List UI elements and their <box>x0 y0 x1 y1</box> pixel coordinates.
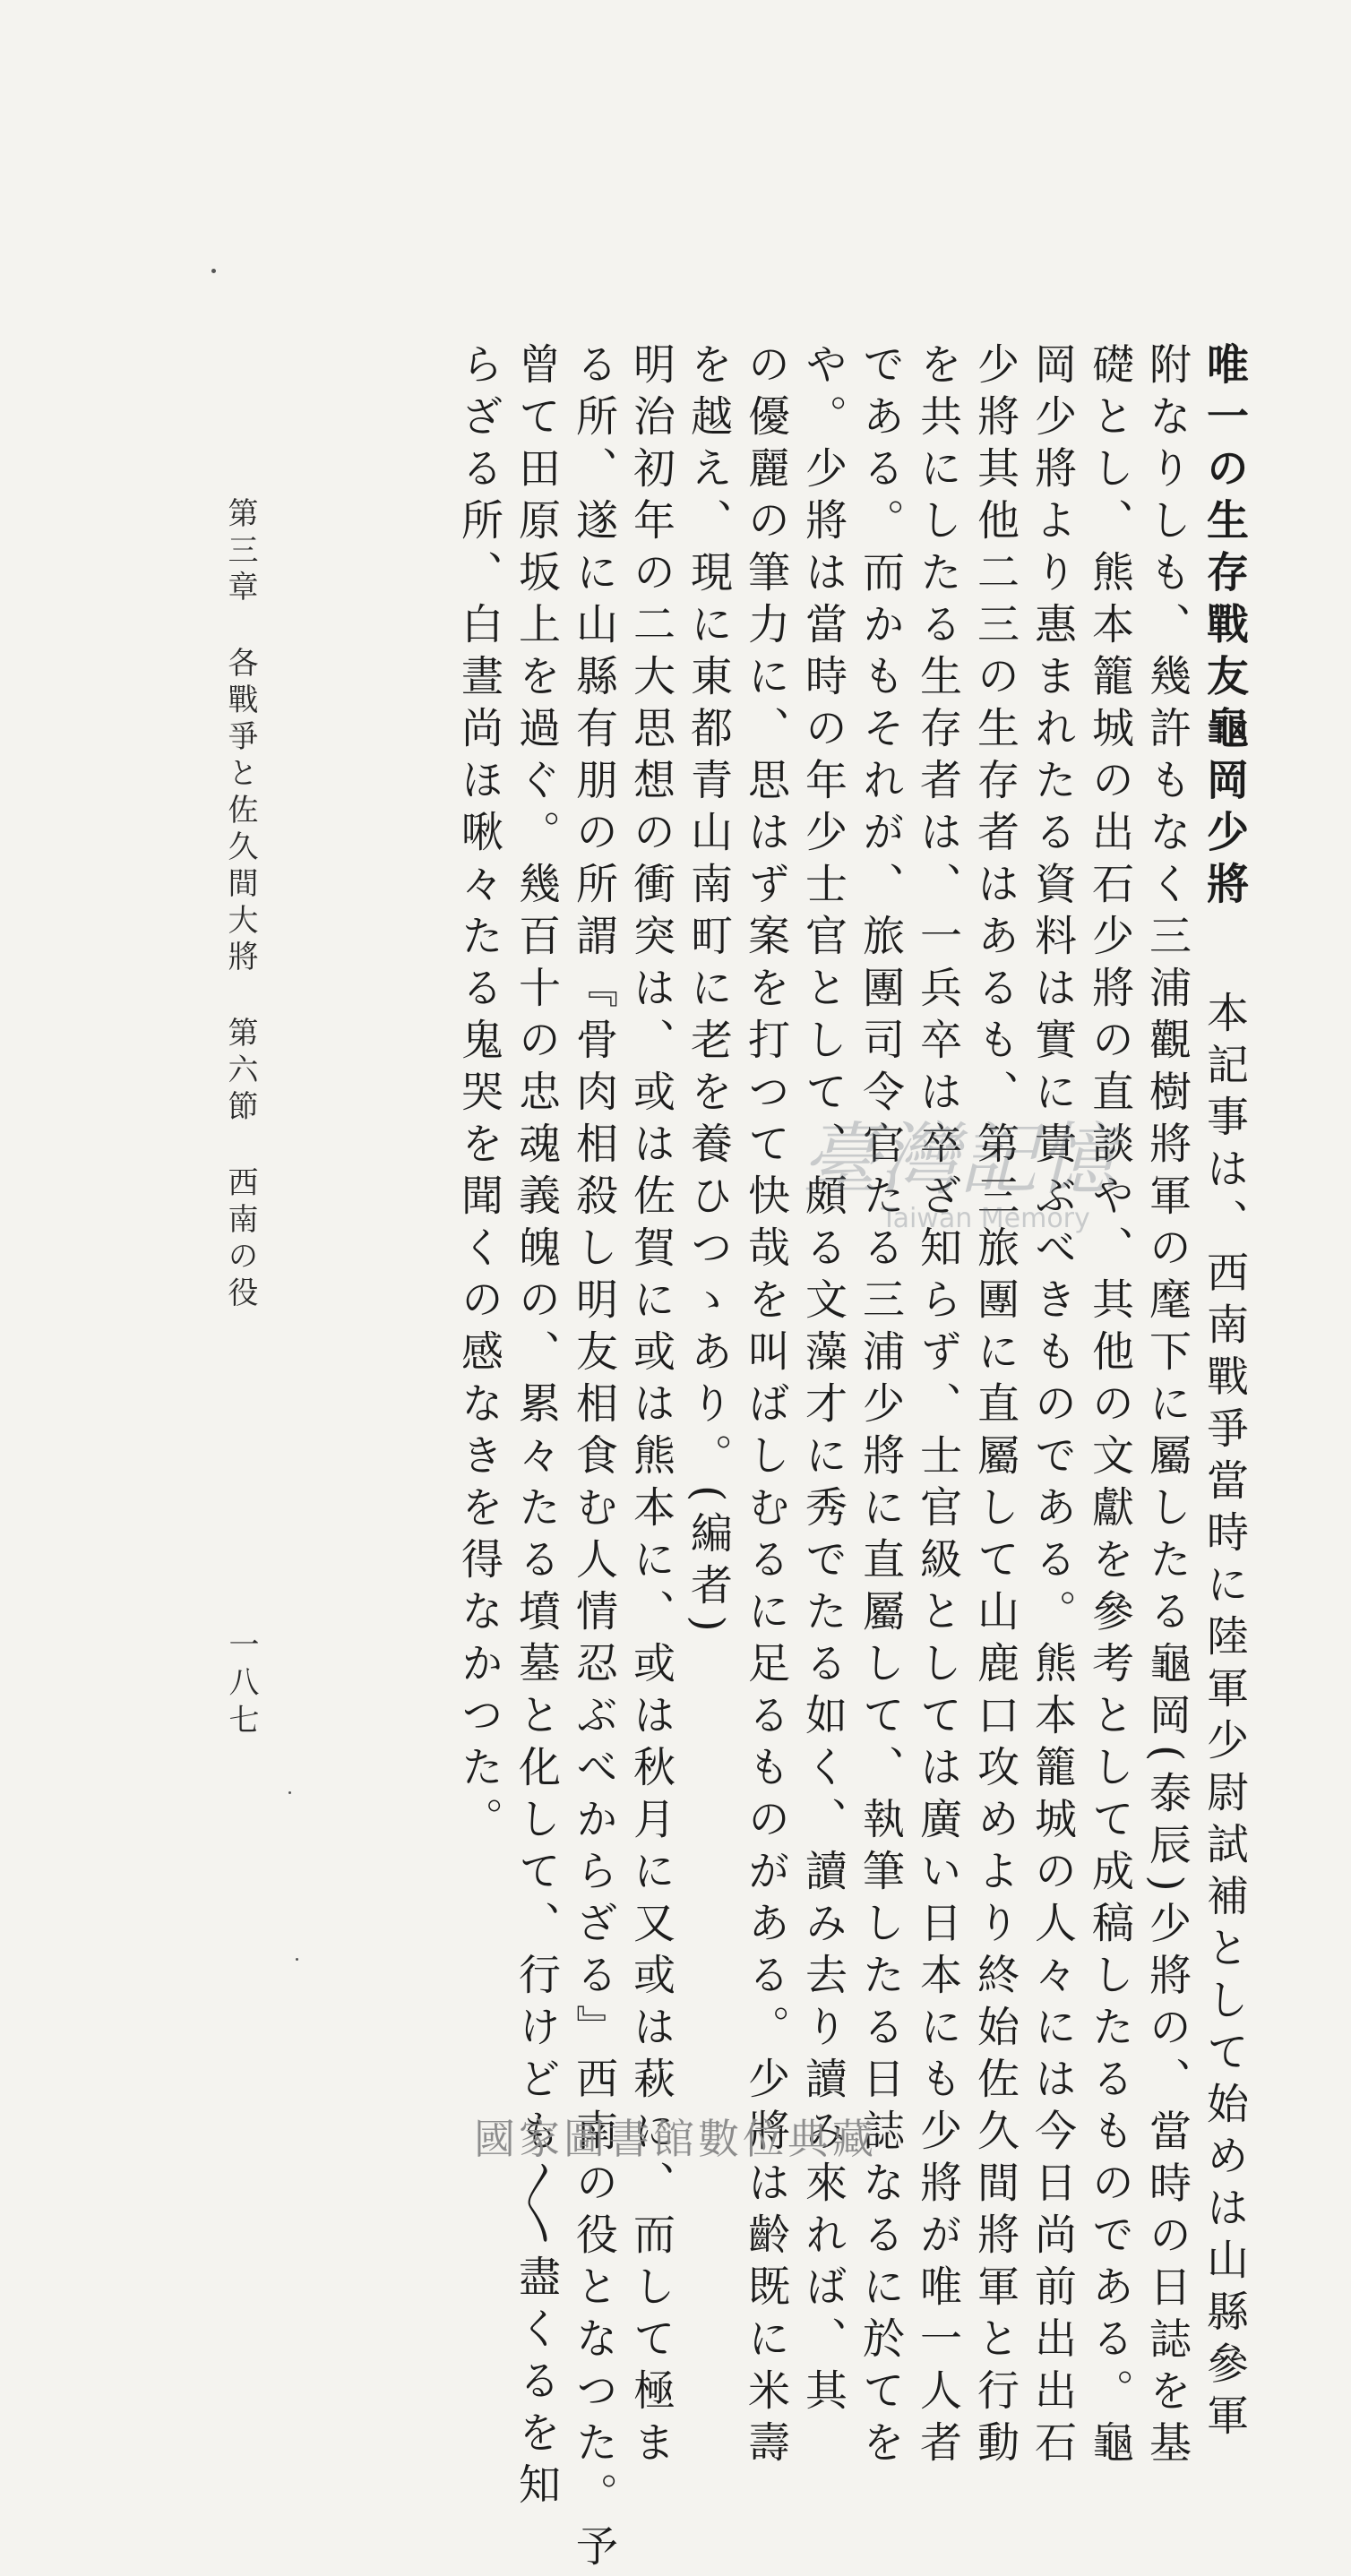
text-column-7: である。而かもそれが、旅團司令官たる三浦少將に直屬して、執筆したる日誌なるに於てを <box>856 342 905 2472</box>
watermark-title: 臺灣記憶 <box>800 1113 1117 1206</box>
scan-speck <box>288 1791 291 1794</box>
article-heading: 唯一の生存戰友龜岡少將 <box>1200 342 1249 914</box>
text-column-9: の優麗の筆力に、思はず案を打つて快哉を叫ばしむるに足るものがある。少將は齡既に米壽 <box>741 342 790 2472</box>
text-column-11: 明治初年の二大思想の衝突は、或は佐賀に或は熊本に、或は秋月に又或は萩に、而して極ま <box>626 342 676 2472</box>
text-column-10: を越え、現に東都青山南町に老を養ひつゝあり。(編者) <box>684 342 733 1642</box>
running-head <box>219 497 262 1313</box>
page-number: 一八七 <box>223 1628 259 1741</box>
watermark-subtitle: Taiwan Memory <box>881 1203 1090 1234</box>
chapter-label: 第三章 <box>222 497 258 607</box>
column-text: 本記事は、西南戰爭當時に陸軍少尉試補として始めは山縣參軍 <box>1200 991 1249 2445</box>
text-column-1 <box>1195 342 1252 2445</box>
section-title: 西南の役 <box>222 1166 258 1313</box>
text-column-14: らざる所、白晝尚ほ啾々たる鬼哭を聞くの感なきを得なかつた。 <box>454 342 503 1849</box>
text-column-6: を共にしたる生存者は、一兵卒は卒ざ知らず、士官級としては廣い日本にも少將が唯一人者 <box>913 342 962 2472</box>
text-column-5: 少將其他二三の生存者はあるも、第三旅團に直屬して山鹿口攻めより終始佐久間將軍と行動 <box>970 342 1020 2472</box>
text-column-12: る所、遂に山縣有朋の所謂『骨肉相殺し明友相食む人情忍ぶべからざる』西南の役となつた。予 <box>569 342 618 2576</box>
taiwan-memory-watermark <box>788 1111 1129 1236</box>
scan-speck <box>296 1958 298 1961</box>
chapter-title: 各戰爭と佐久間大將 <box>222 647 258 977</box>
text-column-2: 附なりしも、幾許もなく三浦觀樹將軍の麾下に屬したる龜岡(泰辰)少將の、當時の日誌を基 <box>1142 342 1192 2473</box>
text-column-4: 岡少將より惠まれたる資料は實に貴ぶべきものである。熊本籠城の人々には今日尚前出出石 <box>1028 342 1077 2472</box>
text-column-13: 曾て田原坂上を過ぐ。幾百十の忠魂義魄の、累々たる墳墓と化して、行けども〳〵盡くるを知 <box>512 342 561 2514</box>
archive-stamp: 國家圖書館數位典藏 <box>474 2115 877 2163</box>
scan-speck <box>211 269 216 273</box>
section-label: 第六節 <box>222 1017 258 1127</box>
text-column-3: 礎とし、熊本籠城の出石少將の直談や、其他の文獻を參考として成稿したるものである。龜 <box>1085 342 1134 2472</box>
text-column-8: や。少將は當時の年少士官として、頗る文藻才に秀でたる如く、讀み去り讀み來れば、其 <box>798 342 848 2420</box>
